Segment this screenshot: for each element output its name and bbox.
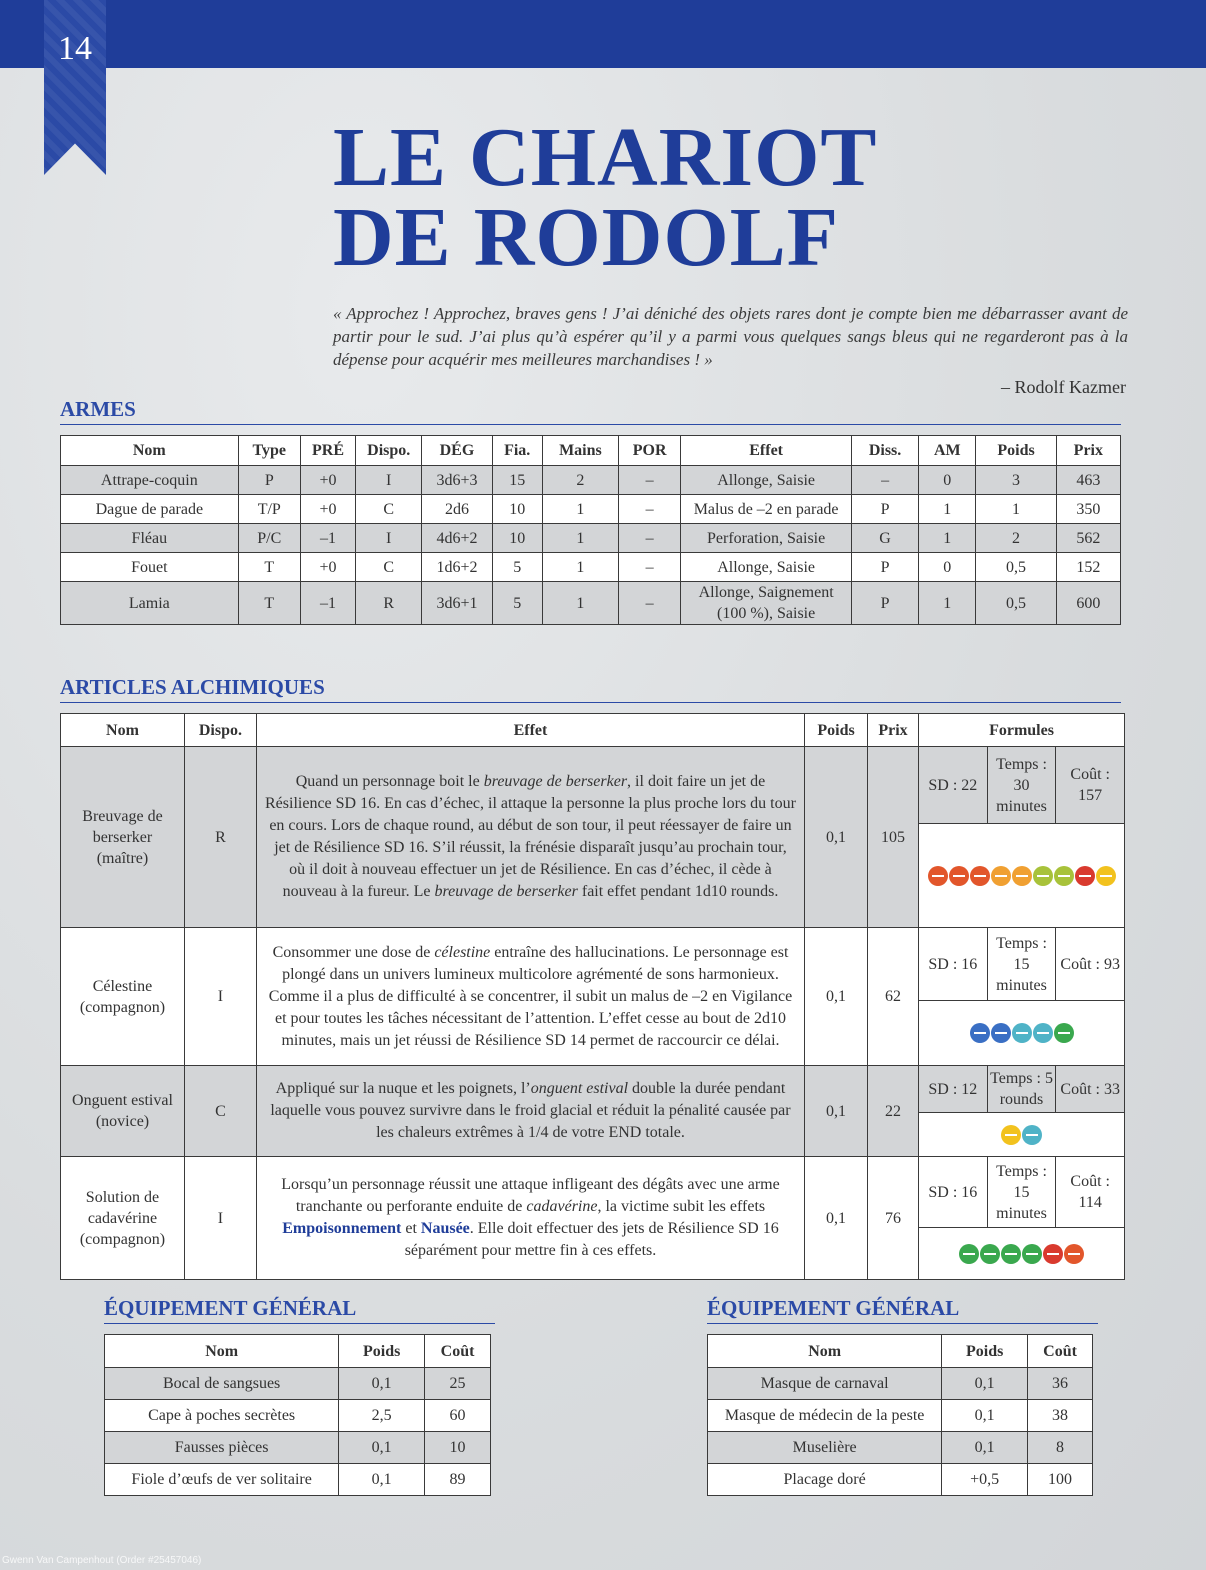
table-cell: –1 [300,524,355,553]
table-cell: 0,1 [942,1368,1028,1400]
ingredient-icon [1022,1125,1042,1145]
header-cell: Effet [256,714,804,747]
table-cell: 0,5 [976,582,1056,625]
effect-text: fait effet pendant 1d10 rounds. [577,883,779,900]
table-cell: T [238,553,300,582]
gear-right-table [707,1334,1093,1496]
header-cell: Prix [1056,436,1120,466]
weapons-table [60,435,1121,625]
ingredient-icon [980,1244,1000,1264]
quote-attribution: – Rodolf Kazmer [1001,377,1126,397]
table-cell: 1 [542,495,618,524]
alchemy-name: Onguent estival (novice) [61,1066,185,1157]
title-line-2: DE RODOLF [333,191,840,284]
table-cell: 350 [1056,495,1120,524]
table-cell: 5 [492,553,542,582]
table-cell: I [356,466,422,495]
title-line-1: LE CHARIOT [333,111,878,204]
table-cell: 1 [919,524,976,553]
ingredient-icon [991,866,1011,886]
table-cell: 1 [976,495,1056,524]
table-cell: 89 [425,1464,491,1496]
table-cell: Allonge, Saisie [681,466,852,495]
formula-cout: Coût : 93 [1055,928,1124,1000]
alchemy-price: 22 [868,1066,919,1157]
header-cell: Coût [1028,1335,1093,1368]
alchemy-dispo: I [184,928,256,1066]
table-cell: Placage doré [708,1464,942,1496]
header-cell: Nom [61,436,239,466]
table-cell: 10 [425,1432,491,1464]
table-cell: 1 [542,553,618,582]
table-cell: 3d6+3 [422,466,492,495]
table-cell: Fausses pièces [105,1432,339,1464]
formula-cout: Coût : 33 [1055,1066,1124,1112]
table-cell: P [238,466,300,495]
formula-stats [919,1066,1124,1113]
ingredient-icon [1012,866,1032,886]
table-cell: P [851,495,918,524]
table-cell: 3 [976,466,1056,495]
alchemy-name: Solution de cadavérine (compagnon) [61,1157,185,1280]
effect-italic: célestine [434,943,491,961]
effect-text: Lorsqu’un personnage réussit une attaque infligeant des dégâts avec une arme tranchante ou perforante enduite de [281,1176,780,1215]
table-cell: 0,1 [942,1432,1028,1464]
header-cell: Fia. [492,436,542,466]
formula-temps: Temps : 15 minutes [987,1157,1056,1227]
table-cell: – [851,466,918,495]
table-cell: 1 [542,524,618,553]
formula-grid [919,1157,1124,1227]
header-cell: Nom [105,1335,339,1368]
table-cell: Muselière [708,1432,942,1464]
table-cell: T [238,582,300,625]
effect-text: et [401,1220,421,1237]
header-cell: AM [919,436,976,466]
table-row [105,1432,491,1464]
formula-ingredients [919,1001,1124,1065]
effect-text: Appliqué sur la nuque et les poignets, l’ [275,1080,531,1097]
alchemy-price: 62 [868,928,919,1066]
table-cell: Masque de médecin de la peste [708,1400,942,1432]
formula-stats [919,928,1124,1001]
table-row [61,466,1121,495]
header-cell: PRÉ [300,436,355,466]
formula-ingredients [919,824,1124,927]
formula-cout: Coût : 114 [1055,1157,1124,1227]
ingredient-icon [1033,1023,1053,1043]
table-cell: G [851,524,918,553]
header-cell: Coût [425,1335,491,1368]
gear-right-header-row [708,1335,1093,1368]
table-cell: C [356,553,422,582]
ingredient-icon [1033,866,1053,886]
header-cell: Mains [542,436,618,466]
alchemy-weight: 0,1 [805,1066,868,1157]
alchemy-dispo: R [184,747,256,928]
order-watermark: Gwenn Van Campenhout (Order #25457046) [2,1555,202,1566]
table-row [105,1464,491,1496]
alchemy-effect [256,1066,804,1157]
ingredient-icon [991,1023,1011,1043]
table-cell: Attrape-coquin [61,466,239,495]
alchemy-table [60,713,1125,1280]
header-cell: POR [619,436,681,466]
table-cell: 152 [1056,553,1120,582]
ingredient-icon [1001,1244,1021,1264]
alchemy-formula [919,1066,1125,1157]
alchemy-name: Célestine (compagnon) [61,928,185,1066]
ingredient-icon [1064,1244,1084,1264]
effect-text: Consommer une dose de [272,943,435,961]
table-cell: –1 [300,582,355,625]
table-cell: – [619,553,681,582]
alchemy-effect [256,928,804,1066]
formula-ingredients [919,1113,1124,1156]
table-cell: Fouet [61,553,239,582]
alchemy-effect [256,1157,804,1280]
table-row [105,1400,491,1432]
effect-italic: onguent estival [530,1080,629,1097]
table-cell: 0,1 [339,1432,425,1464]
table-row [61,524,1121,553]
table-row [708,1368,1093,1400]
alchemy-effect [256,747,804,928]
table-cell: R [356,582,422,625]
alchemy-row [61,1157,1125,1280]
alchemy-header-row [61,714,1125,747]
alchemy-dispo: C [184,1066,256,1157]
header-cell: Poids [805,714,868,747]
ingredient-icons [1001,1125,1042,1145]
formula-grid [919,747,1124,823]
header-cell: Dispo. [184,714,256,747]
effect-keyword: Nausée [420,1220,470,1237]
table-cell: +0,5 [942,1464,1028,1496]
table-cell: +0 [300,466,355,495]
header-cell: Formules [919,714,1125,747]
header-cell: Diss. [851,436,918,466]
alchemy-section-title: ARTICLES ALCHIMIQUES [60,675,1121,703]
intro-quote: « Approchez ! Approchez, braves gens ! J’ai déniché des objets rares dont je compte bien me débarrasser avant de partir pour le sud. J’ai plus qu’à espérer qu’il y a parmi vous quelques sangs bleus qui ne regarderont pas à la dépense pour acquérir mes meilleures marchandises ! » [333,304,1128,369]
table-cell: Malus de –2 en parade [681,495,852,524]
effect-text: double la durée pendant laquelle vous pouvez survivre dans le froid glacial et réduit la pénalité causée par les chaleurs extrêmes à 1/4 de votre END totale. [270,1080,791,1141]
gear-right-section-title: ÉQUIPEMENT GÉNÉRAL [707,1296,1098,1324]
ingredient-icon [1012,1023,1032,1043]
alchemy-price: 76 [868,1157,919,1280]
table-cell: 600 [1056,582,1120,625]
ingredient-icon [1054,866,1074,886]
table-row [61,553,1121,582]
table-cell: Allonge, Saisie [681,553,852,582]
gear-left-header-row [105,1335,491,1368]
formula-temps: Temps : 30 minutes [987,747,1056,823]
alchemy-weight: 0,1 [805,928,868,1066]
table-cell: 4d6+2 [422,524,492,553]
weapons-section-title: ARMES [60,397,1121,425]
formula-sd: SD : 12 [928,1080,978,1098]
table-cell: 15 [492,466,542,495]
table-cell: 60 [425,1400,491,1432]
table-cell: 2 [976,524,1056,553]
table-cell: 2 [542,466,618,495]
table-cell: 0 [919,553,976,582]
alchemy-formula [919,1157,1125,1280]
ingredient-icon [1096,866,1116,886]
ingredient-icon [1054,1023,1074,1043]
table-cell: 1 [542,582,618,625]
formula-grid [919,928,1124,1000]
table-cell: 5 [492,582,542,625]
page-number: 14 [58,30,92,67]
formula-stats [919,1157,1124,1228]
table-row [708,1464,1093,1496]
ingredient-icon [970,1023,990,1043]
alchemy-dispo: I [184,1157,256,1280]
table-cell: 10 [492,495,542,524]
table-row [708,1432,1093,1464]
table-cell: 0 [919,466,976,495]
ingredient-icons [928,866,1116,886]
header-cell: Nom [61,714,185,747]
table-cell: +0 [300,495,355,524]
table-cell: 10 [492,524,542,553]
header-cell: Poids [942,1335,1028,1368]
alchemy-row [61,928,1125,1066]
effect-italic: breuvage de berserker [434,883,578,900]
table-cell: 1d6+2 [422,553,492,582]
effect-text: . Elle doit effectuer des jets de Résilience SD 16 séparément pour mettre fin à ces effets. [404,1220,779,1259]
table-cell: – [619,524,681,553]
header-cell: Poids [976,436,1056,466]
table-cell: Masque de carnaval [708,1368,942,1400]
ingredient-icon [1022,1244,1042,1264]
table-cell: C [356,495,422,524]
effect-text: , il doit faire un jet de Résilience SD 16. En cas d’échec, il attaque la personne la plus proche lors du tour en cours. Lors de chaque round, au début de son tour, il peut réessayer de faire un jet de Résilience SD 16. S’il réussit, la frénésie disparaît jusqu’au prochain tour, où il doit à nouveau effectuer un jet de Résilience. En cas d’échec, il cède à nouveau à la fureur. Le [265,773,796,900]
header-cell: Type [238,436,300,466]
table-cell: Cape à poches secrètes [105,1400,339,1432]
table-cell: 0,1 [339,1368,425,1400]
formula-sd: SD : 16 [928,955,978,973]
table-cell: Dague de parade [61,495,239,524]
table-row [61,495,1121,524]
ingredient-icon [970,866,990,886]
ingredient-icon [928,866,948,886]
formula-cout: Coût : 157 [1055,747,1124,823]
header-cell: DÉG [422,436,492,466]
table-cell: +0 [300,553,355,582]
ingredient-icon [1043,1244,1063,1264]
weapons-header-row [61,436,1121,466]
table-cell: I [356,524,422,553]
ingredient-icon [959,1244,979,1264]
header-cell: Dispo. [356,436,422,466]
table-row [61,582,1121,625]
table-cell: 1 [919,582,976,625]
alchemy-row [61,1066,1125,1157]
table-cell: 3d6+1 [422,582,492,625]
table-cell: Fiole d’œufs de ver solitaire [105,1464,339,1496]
table-cell: – [619,466,681,495]
table-cell: 38 [1028,1400,1093,1432]
ingredient-icon [1075,866,1095,886]
table-cell: T/P [238,495,300,524]
effect-italic: breuvage de berserker [483,773,628,790]
table-cell: – [619,495,681,524]
table-cell: 2d6 [422,495,492,524]
alchemy-weight: 0,1 [805,747,868,928]
header-cell: Poids [339,1335,425,1368]
header-cell: Nom [708,1335,942,1368]
formula-ingredients [919,1228,1124,1279]
table-cell: P/C [238,524,300,553]
alchemy-name: Breuvage de berserker (maître) [61,747,185,928]
page-ribbon [44,0,106,175]
table-cell: 8 [1028,1432,1093,1464]
table-cell: – [619,582,681,625]
alchemy-formula [919,928,1125,1066]
table-cell: Fléau [61,524,239,553]
formula-sd: SD : 16 [928,1183,978,1201]
header-cell: Effet [681,436,852,466]
effect-text: , la victime subit les effets [597,1198,766,1215]
table-cell: Perforation, Saisie [681,524,852,553]
table-cell: Lamia [61,582,239,625]
table-cell: 1 [919,495,976,524]
header-cell: Prix [868,714,919,747]
formula-temps: Temps : 15 minutes [987,928,1056,1000]
effect-keyword: Empoisonnement [282,1220,402,1237]
table-cell: Bocal de sangsues [105,1368,339,1400]
ingredient-icons [970,1023,1074,1043]
effect-text: entraîne des hallucinations. Le personnage est plongé dans un univers lumineux multicolore agrémenté de sons harmonieux. Comme il a plus de difficulté à se concentrer, il subit un malus de –2 en Vigilance et pour toutes les tâches nécessitant de l’attention. L’effet cesse au bout de 2d10 minutes, mais un jet réussi de Résilience SD 14 permet de raccourcir ce délai. [268,943,793,1049]
table-cell: 0,5 [976,553,1056,582]
formula-stats [919,747,1124,824]
table-cell: 463 [1056,466,1120,495]
table-cell: 0,1 [942,1400,1028,1432]
formula-sd: SD : 22 [928,776,978,794]
alchemy-row [61,747,1125,928]
alchemy-price: 105 [868,747,919,928]
table-cell: 25 [425,1368,491,1400]
table-cell: 36 [1028,1368,1093,1400]
table-cell: 0,1 [339,1464,425,1496]
table-row [105,1368,491,1400]
formula-temps: Temps : 5 rounds [987,1066,1056,1112]
table-cell: 2,5 [339,1400,425,1432]
ingredient-icons [959,1244,1084,1264]
ingredient-icon [1001,1125,1021,1145]
effect-text: Quand un personnage boit le [295,773,484,790]
gear-left-table [104,1334,491,1496]
table-cell: 100 [1028,1464,1093,1496]
table-cell: P [851,582,918,625]
effect-italic: cadavérine [526,1198,598,1215]
table-cell: P [851,553,918,582]
table-cell: Allonge, Saignement (100 %), Saisie [681,582,852,625]
top-bar [0,0,1206,68]
page-title [333,111,1133,284]
alchemy-weight: 0,1 [805,1157,868,1280]
table-cell: 562 [1056,524,1120,553]
table-row [708,1400,1093,1432]
gear-left-section-title: ÉQUIPEMENT GÉNÉRAL [104,1296,495,1324]
alchemy-formula [919,747,1125,928]
formula-grid [919,1066,1124,1112]
ingredient-icon [949,866,969,886]
